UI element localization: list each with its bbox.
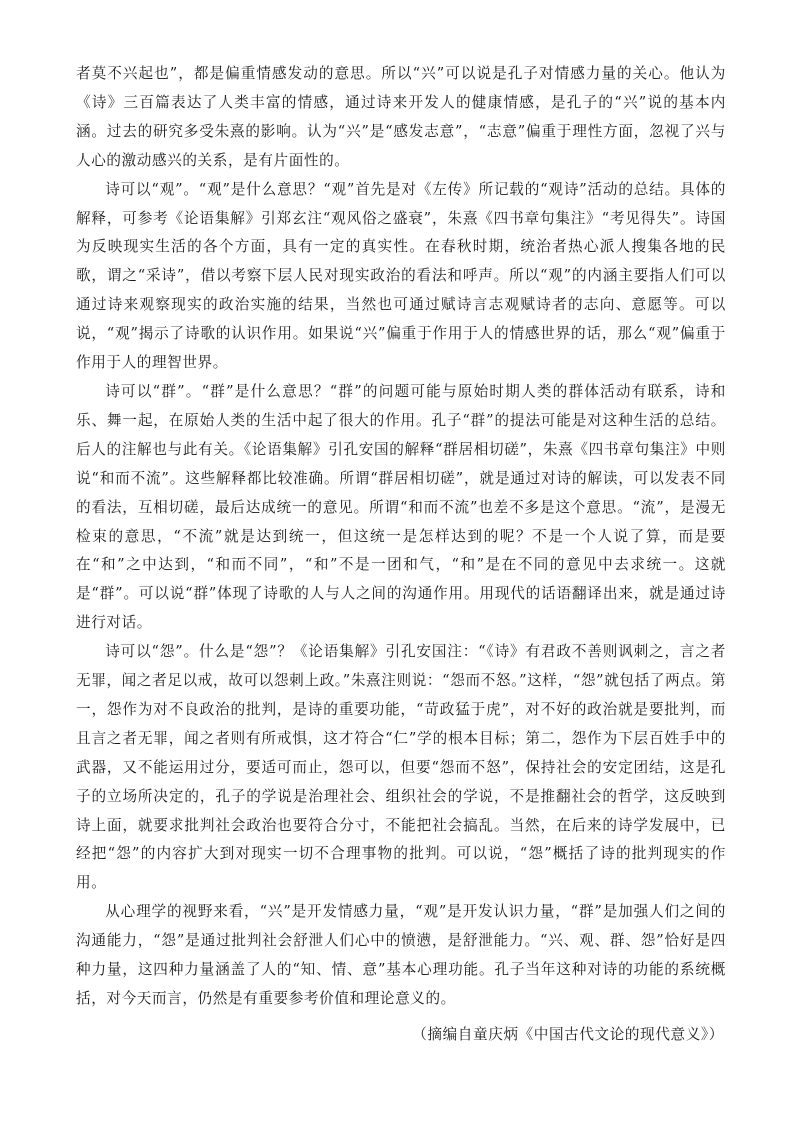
paragraph-yuan: 诗可以“怨”。什么是“怨”？《论语集解》引孔安国注：“《诗》有君政不善则讽刺之，言之者无罪，闻之者足以戒，故可以怨刺上政。”朱熹注则说：“怨而不怒。”这样，“怨”就包括了两点。第一，怨作为对不良政治的批判，是诗的重要功能，“苛政猛于虎”，对不好的政治就是要批判，而且言之者无罪，闻之者则有所戒惧，这才符合“仁”学的根本目标；第二，怨作为下层百姓手中的武器，又不能运用过分，要适可而止，怨可以，但要“怨而不怒”，保持社会的安定团结，这是孔子的立场所决定的，孔子的学说是治理社会、组织社会的学说，不是推翻社会的哲学，这反映到诗上面，就要求批判社会政治也要符合分寸，不能把社会搞乱。当然，在后来的诗学发展中，已经把“怨”的内容扩大到对现实一切不合理事物的批判。可以说，“怨”概括了诗的批判现实的作用。 — [76, 643, 726, 892]
paragraph-qun: 诗可以“群”。“群”是什么意思？“群”的问题可能与原始时期人类的群体活动有联系，诗和乐、舞一起，在原始人类的生活中起了很大的作用。孔子“群”的提法可能是对这种生活的总结。后人的注解也与此有关。《论语集解》引孔安国的解释“群居相切磋”，朱熹《四书章句集注》中则说“和而不流”。这些解释都比较准确。所谓“群居相切磋”，就是通过对诗的解读，可以发表不同的看法，互相切磋，最后达成统一的意见。所谓“和而不流”也差不多是这个意思。“流”，是漫无检束的意思，“不流”就是达到统一，但这统一是怎样达到的呢？不是一个人说了算，而是要在“和”之中达到，“和而不同”，“和”不是一团和气，“和”是在不同的意见中去求统一。这就是“群”。可以说“群”体现了诗歌的人与人之间的沟通作用。用现代的话语翻译出来，就是通过诗进行对话。 — [76, 382, 726, 632]
paragraph-xing-continued: 者莫不兴起也”，都是偏重情感发动的意思。所以“兴”可以说是孔子对情感力量的关心。他认为《诗》三百篇表达了人类丰富的情感，通过诗来开发人的健康情感，是孔子的“兴”说的基本内涵。过去的研究多受朱熹的影响。认为“兴”是“感发志意”，“志意”偏重于理性方面，忽视了兴与人心的激动感兴的关系，是有片面性的。 — [76, 65, 726, 169]
source-citation: （摘编自童庆炳《中国古代文论的现代意义》） — [412, 1025, 724, 1043]
paragraph-conclusion: 从心理学的视野来看，“兴”是开发情感力量，“观”是开发认识力量，“群”是加强人们之间的沟通能力，“怨”是通过批判社会舒泄人们心中的愤懑，是舒泄能力。“兴、观、群、怨”恰好是四种力量，这四种力量涵盖了人的“知、情、意”基本心理功能。孔子当年这种对诗的功能的系统概括，对今天而言，仍然是有重要参考价值和理论意义的。 — [76, 903, 726, 1007]
paragraph-guan: 诗可以“观”。“观”是什么意思？“观”首先是对《左传》所记载的“观诗”活动的总结。具体的解释，可参考《论语集解》引郑玄注“观风俗之盛衰”，朱熹《四书章句集注》“考见得失”。诗国为反映现实生活的各个方面，具有一定的真实性。在春秋时期，统治者热心派人搜集各地的民歌，谓之“采诗”，借以考察下层人民对现实政治的看法和呼声。所以“观”的内涵主要指人们可以通过诗来观察现实的政治实施的结果，当然也可通过赋诗言志观赋诗者的志向、意愿等。可以说，“观”揭示了诗歌的认识作用。如果说“兴”偏重于作用于人的情感世界的话，那么“观”偏重于作用于人的理智世界。 — [76, 180, 726, 372]
